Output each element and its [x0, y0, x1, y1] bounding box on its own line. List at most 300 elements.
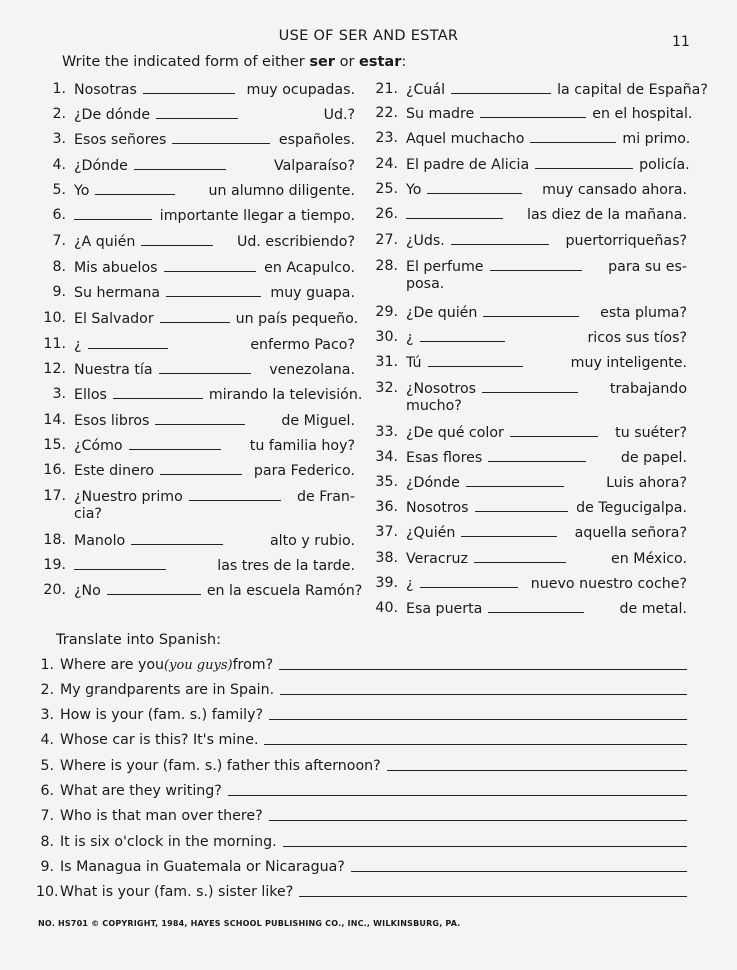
exercise-number: 10.	[43, 310, 66, 326]
exercise-text-after: puertorriqueñas?	[565, 233, 687, 249]
answer-line[interactable]	[279, 669, 687, 670]
exercise-text-before: ¿Cómo	[74, 438, 123, 454]
exercise-text-after: trabajando	[609, 381, 687, 397]
exercise-text-after: muy inteligente.	[570, 355, 687, 371]
translation-number: 8.	[40, 834, 54, 850]
exercise-text-before: ¿No	[74, 583, 101, 599]
exercise-line	[74, 310, 359, 328]
answer-blank[interactable]	[488, 449, 586, 462]
exercise-prompt	[406, 329, 505, 347]
translation-item-3	[36, 707, 687, 723]
exercise-line	[74, 582, 363, 600]
exercise-prompt	[74, 488, 281, 506]
translation-number: 2.	[40, 682, 54, 698]
exercise-text-before: Yo	[406, 182, 422, 198]
exercise-number: 35.	[375, 474, 398, 490]
answer-blank[interactable]	[172, 131, 270, 144]
answer-blank[interactable]	[74, 557, 166, 570]
exercise-line	[406, 499, 687, 517]
exercise-number: 1.	[52, 81, 66, 97]
answer-blank[interactable]	[451, 232, 549, 245]
exercise-text-before: ¿De qué color	[406, 425, 504, 441]
answer-blank[interactable]	[451, 81, 551, 94]
exercise-line	[74, 532, 355, 550]
exercise-text-after: de metal.	[619, 601, 687, 617]
answer-blank[interactable]	[482, 380, 578, 393]
exercise-text-before: Aquel muchacho	[406, 131, 525, 147]
exercise-line	[406, 575, 687, 593]
exercise-number: 32.	[375, 380, 398, 396]
exercise-right-17	[375, 524, 687, 542]
exercise-number: 3.	[52, 131, 66, 147]
exercise-line	[74, 81, 355, 99]
exercise-prompt	[74, 582, 201, 600]
exercise-text-before: Su madre	[406, 106, 475, 122]
exercise-prompt	[74, 182, 175, 200]
answer-blank[interactable]	[461, 524, 557, 537]
exercise-prompt	[74, 207, 152, 225]
exercise-line	[406, 232, 687, 250]
exercise-line	[74, 106, 355, 124]
answer-blank[interactable]	[74, 207, 152, 220]
answer-blank[interactable]	[475, 499, 568, 512]
translation-prompt: Who is that man over there?	[60, 808, 263, 824]
exercise-prompt	[74, 336, 168, 354]
exercise-text-before: Este dinero	[74, 463, 155, 479]
exercise-text-before: ¿Nosotros	[406, 381, 477, 397]
exercise-number: 9.	[52, 284, 66, 300]
exercise-number: 27.	[375, 232, 398, 248]
exercise-line	[74, 233, 355, 251]
exercise-text-before: Nosotras	[74, 82, 137, 98]
exercise-line	[74, 182, 355, 200]
exercise-text-before: Nosotros	[406, 500, 469, 516]
answer-line[interactable]	[269, 719, 687, 720]
exercise-number: 37.	[375, 524, 398, 540]
exercise-text-before: Veracruz	[406, 551, 468, 567]
exercise-prompt	[406, 130, 616, 148]
exercise-prompt	[406, 156, 633, 174]
exercise-text-before: ¿De quién	[406, 305, 478, 321]
exercise-prompt	[74, 557, 166, 575]
translation-item-6	[36, 783, 687, 799]
exercise-prompt	[74, 131, 270, 149]
exercise-number: 18.	[43, 532, 66, 548]
exercise-line	[74, 557, 355, 575]
translation-prompt: Where are you	[60, 657, 165, 673]
exercise-right-3	[375, 130, 691, 148]
exercise-number: 31.	[375, 354, 398, 370]
translation-prompt-end: from?	[232, 657, 274, 673]
translation-prompt: What are they writing?	[60, 783, 222, 799]
answer-line[interactable]	[264, 744, 687, 745]
exercise-prompt	[74, 310, 230, 328]
exercise-line	[74, 361, 355, 379]
exercise-line	[74, 157, 355, 175]
exercise-text-after: Ud.?	[323, 107, 355, 123]
exercise-prompt	[406, 524, 557, 542]
answer-blank[interactable]	[480, 105, 586, 118]
exercise-left-20	[43, 582, 363, 600]
answer-blank[interactable]	[530, 130, 616, 143]
exercise-text-after: muy cansado ahora.	[542, 182, 687, 198]
exercise-line	[74, 131, 355, 149]
exercise-line	[406, 81, 708, 99]
exercise-text-after: de Miguel.	[281, 413, 355, 429]
answer-blank[interactable]	[166, 284, 261, 297]
exercise-right-18	[375, 550, 687, 568]
exercise-prompt	[406, 380, 578, 398]
exercise-number: 21.	[375, 81, 398, 97]
translation-item-7	[36, 808, 687, 824]
exercise-text-after: Ud. escribiendo?	[237, 234, 355, 250]
exercise-right-10	[375, 329, 687, 347]
translation-item-10	[36, 884, 687, 900]
exercise-line	[74, 488, 355, 506]
exercise-left-10	[43, 310, 359, 328]
exercise-line	[406, 130, 691, 148]
exercise-left-1	[52, 81, 355, 99]
exercise-number: 30.	[375, 329, 398, 345]
exercise-text-after: venezolana.	[269, 362, 355, 378]
translation-prompt: How is your (fam. s.) family?	[60, 707, 264, 723]
exercise-number: 5.	[52, 182, 66, 198]
translation-number: 4.	[40, 732, 54, 748]
translation-prompt: My grandparents are in Spain.	[60, 682, 275, 698]
exercise-line	[74, 437, 355, 455]
exercise-line	[406, 600, 687, 618]
exercise-number: 20.	[43, 582, 66, 598]
answer-blank[interactable]	[156, 106, 238, 119]
answer-blank[interactable]	[164, 259, 256, 272]
exercise-text-after: un alumno diligente.	[208, 183, 355, 199]
answer-blank[interactable]	[155, 412, 245, 425]
exercise-text-after: la capital de España?	[557, 82, 708, 98]
translation-number: 1.	[40, 657, 54, 673]
exercise-left-17	[43, 488, 355, 524]
exercise-number: 7.	[52, 233, 66, 249]
answer-blank[interactable]	[113, 386, 203, 399]
translation-number: 7.	[40, 808, 54, 824]
answer-blank[interactable]	[466, 474, 564, 487]
exercise-left-8	[52, 259, 355, 277]
answer-blank[interactable]	[129, 437, 221, 450]
exercise-left-2	[52, 106, 355, 124]
exercise-text-continued: mucho?	[406, 398, 462, 415]
exercise-number: 25.	[375, 181, 398, 197]
exercise-text-after: en Acapulco.	[264, 260, 355, 276]
exercise-text-before: Esos señores	[74, 132, 167, 148]
exercise-left-9	[52, 284, 355, 302]
translation-item-5	[36, 758, 687, 774]
exercise-prompt	[74, 532, 223, 550]
exercise-text-after: Valparaíso?	[273, 158, 355, 174]
exercise-prompt	[74, 157, 226, 175]
exercise-right-5	[375, 181, 687, 199]
exercise-line	[406, 354, 687, 372]
translation-number: 10.	[36, 884, 59, 900]
exercise-prompt	[406, 550, 566, 568]
exercise-right-9	[375, 304, 687, 322]
exercise-text-after: mi primo.	[622, 131, 691, 147]
exercise-number: 16.	[43, 462, 66, 478]
translation-number: 3.	[40, 707, 54, 723]
exercise-line	[406, 156, 690, 174]
exercise-text-before: ¿Dónde	[406, 475, 460, 491]
exercise-prompt	[74, 106, 238, 124]
exercise-text-after: para Federico.	[253, 463, 355, 479]
answer-blank[interactable]	[160, 462, 242, 475]
answer-blank[interactable]	[427, 181, 522, 194]
exercise-text-before: ¿	[406, 576, 414, 592]
exercise-text-before: El padre de Alicia	[406, 157, 530, 173]
exercise-prompt	[74, 386, 203, 404]
exercise-prompt	[406, 600, 584, 618]
translation-item-8	[36, 834, 687, 850]
exercise-text-before: Mis abuelos	[74, 260, 158, 276]
handwritten-note: (you guys)	[164, 658, 233, 673]
answer-blank[interactable]	[488, 600, 584, 613]
exercise-number: 14.	[43, 412, 66, 428]
exercise-line	[406, 206, 687, 224]
exercise-left-5	[52, 182, 355, 200]
exercise-number: 15.	[43, 437, 66, 453]
exercise-prompt	[74, 259, 256, 277]
exercise-line	[406, 380, 687, 398]
exercise-left-6	[52, 207, 355, 225]
exercise-text-after: ricos sus tíos?	[587, 330, 687, 346]
exercise-line	[406, 329, 687, 347]
exercise-number: 22.	[375, 105, 398, 121]
exercise-prompt	[74, 233, 213, 251]
exercise-right-2	[375, 105, 693, 123]
exercise-prompt	[406, 575, 518, 593]
exercise-number: 36.	[375, 499, 398, 515]
exercise-number: 8.	[52, 259, 66, 275]
exercise-text-after: mirando la televisión.	[208, 387, 363, 403]
exercise-text-after: esta pluma?	[600, 305, 687, 321]
exercise-left-11	[43, 336, 355, 354]
instruction-translate: Translate into Spanish:	[56, 632, 221, 648]
exercise-number: 26.	[375, 206, 398, 222]
exercise-left-16	[43, 462, 355, 480]
answer-blank[interactable]	[490, 258, 582, 271]
exercise-text-after: Luis ahora?	[606, 475, 687, 491]
exercise-text-after: de Tegucigalpa.	[576, 500, 687, 516]
exercise-line	[406, 524, 687, 542]
exercise-left-7	[52, 233, 355, 251]
exercise-number: 19.	[43, 557, 66, 573]
exercise-text-before: Esa puerta	[406, 601, 483, 617]
exercise-prompt	[406, 105, 586, 123]
answer-blank[interactable]	[406, 206, 503, 219]
exercise-prompt	[406, 81, 551, 99]
exercise-text-after: alto y rubio.	[269, 533, 355, 549]
exercise-right-11	[375, 354, 687, 372]
translation-prompt: What is your (fam. s.) sister like?	[60, 884, 294, 900]
exercise-left-14	[43, 412, 355, 430]
exercise-text-before: Manolo	[74, 533, 126, 549]
exercise-text-after: nuevo nuestro coche?	[530, 576, 687, 592]
answer-blank[interactable]	[420, 329, 505, 342]
exercise-number: 4.	[52, 157, 66, 173]
exercise-number: 29.	[375, 304, 398, 320]
answer-blank[interactable]	[535, 156, 633, 169]
exercise-line	[74, 259, 355, 277]
exercise-left-3	[52, 131, 355, 149]
exercise-right-12	[375, 380, 687, 416]
exercise-number: 6.	[52, 207, 66, 223]
exercise-right-14	[375, 449, 687, 467]
answer-blank[interactable]	[483, 304, 579, 317]
exercise-prompt	[406, 449, 586, 467]
exercise-prompt	[406, 181, 522, 199]
translation-item-9	[36, 859, 687, 875]
exercise-text-after: policía.	[639, 157, 690, 173]
exercise-text-before: Ellos	[74, 387, 107, 403]
exercise-left-4	[52, 157, 355, 175]
answer-blank[interactable]	[420, 575, 518, 588]
exercise-text-before: ¿Nuestro primo	[74, 489, 183, 505]
answer-blank[interactable]	[159, 361, 251, 374]
translation-prompt: Where is your (fam. s.) father this afternoon?	[60, 758, 381, 774]
exercise-prompt	[74, 412, 245, 430]
answer-line[interactable]	[351, 871, 687, 872]
translation-item-2	[36, 682, 687, 698]
exercise-right-1	[375, 81, 708, 99]
exercise-line	[406, 181, 687, 199]
exercise-text-after: para su es-	[608, 259, 687, 275]
exercise-right-20	[375, 600, 687, 618]
exercise-text-before: ¿	[406, 330, 414, 346]
exercise-number: 34.	[375, 449, 398, 465]
exercise-number: 23.	[375, 130, 398, 146]
exercise-right-8	[375, 258, 687, 294]
translation-item-1	[36, 657, 687, 673]
exercise-left-12	[43, 361, 355, 379]
exercise-prompt	[406, 424, 598, 442]
exercise-line	[74, 207, 355, 225]
exercise-line	[74, 336, 355, 354]
exercise-text-before: ¿Cuál	[406, 82, 446, 98]
exercise-line	[406, 474, 687, 492]
answer-line[interactable]	[228, 795, 687, 796]
exercise-number: 24.	[375, 156, 398, 172]
answer-blank[interactable]	[143, 81, 235, 94]
exercise-text-after: un país pequeño.	[235, 311, 359, 327]
exercise-line	[74, 412, 355, 430]
answer-line[interactable]	[299, 896, 687, 897]
answer-blank[interactable]	[95, 182, 175, 195]
exercise-text-before: ¿Quién	[406, 525, 456, 541]
worksheet-title: USE OF SER AND ESTAR	[278, 28, 459, 44]
exercise-prompt	[406, 354, 523, 372]
answer-line[interactable]	[269, 820, 687, 821]
exercise-prompt	[406, 304, 579, 322]
answer-blank[interactable]	[160, 310, 230, 323]
exercise-line	[406, 105, 693, 123]
exercise-text-before: Esas flores	[406, 450, 483, 466]
exercise-number: 3.	[52, 386, 66, 402]
exercise-number: 38.	[375, 550, 398, 566]
exercise-right-13	[375, 424, 687, 442]
exercise-right-7	[375, 232, 687, 250]
exercise-prompt	[406, 474, 564, 492]
answer-blank[interactable]	[510, 424, 598, 437]
exercise-text-after: de papel.	[620, 450, 687, 466]
exercise-line	[406, 258, 687, 276]
page-number: 11	[672, 34, 690, 50]
exercise-prompt	[406, 499, 568, 517]
translation-prompt: Is Managua in Guatemala or Nicaragua?	[60, 859, 345, 875]
exercise-text-before: ¿Uds.	[406, 233, 445, 249]
exercise-number: 11.	[43, 336, 66, 352]
exercise-text-after: enfermo Paco?	[250, 337, 355, 353]
exercise-text-after: españoles.	[278, 132, 355, 148]
exercise-number: 39.	[375, 575, 398, 591]
exercise-prompt	[74, 462, 242, 480]
exercise-text-before: ¿De dónde	[74, 107, 151, 123]
exercise-text-before: Esos libros	[74, 413, 150, 429]
exercise-text-after: importante llegar a tiempo.	[159, 208, 355, 224]
exercise-text-after: las diez de la mañana.	[527, 207, 687, 223]
answer-blank[interactable]	[189, 488, 281, 501]
exercise-text-after: tu suéter?	[615, 425, 687, 441]
answer-blank[interactable]	[107, 582, 201, 595]
exercise-number: 28.	[375, 258, 398, 274]
exercise-line	[74, 284, 355, 302]
exercise-prompt	[406, 206, 503, 224]
exercise-text-before: Tú	[406, 355, 422, 371]
exercise-prompt	[74, 361, 251, 379]
exercise-left-13	[52, 386, 363, 404]
instruction-ser-estar: Write the indicated form of either ser or estar:	[62, 54, 407, 70]
exercise-text-after: en México.	[610, 551, 687, 567]
exercise-number: 17.	[43, 488, 66, 504]
exercise-text-after: aquella señora?	[574, 525, 687, 541]
exercise-text-continued: cia?	[74, 506, 102, 523]
answer-blank[interactable]	[474, 550, 566, 563]
exercise-text-after: tu familia hoy?	[249, 438, 355, 454]
exercise-right-6	[375, 206, 687, 224]
translation-prompt: Whose car is this? It's mine.	[60, 732, 259, 748]
exercise-text-after: en el hospital.	[592, 106, 693, 122]
exercise-line	[74, 462, 355, 480]
exercise-text-before: El perfume	[406, 259, 484, 275]
exercise-text-after: en la escuela Ramón?	[206, 583, 363, 599]
answer-line[interactable]	[283, 846, 687, 847]
answer-line[interactable]	[387, 770, 687, 771]
translation-prompt: It is six o'clock in the morning.	[60, 834, 277, 850]
exercise-text-before: Su hermana	[74, 285, 161, 301]
exercise-prompt	[406, 258, 582, 276]
answer-blank[interactable]	[88, 336, 168, 349]
answer-line[interactable]	[280, 694, 687, 695]
exercise-line	[406, 550, 687, 568]
exercise-line	[406, 449, 687, 467]
exercise-text-before: ¿A quién	[74, 234, 136, 250]
answer-blank[interactable]	[141, 233, 213, 246]
answer-blank[interactable]	[131, 532, 223, 545]
answer-blank[interactable]	[428, 354, 523, 367]
exercise-line	[406, 304, 687, 322]
exercise-left-15	[43, 437, 355, 455]
exercise-prompt	[74, 437, 221, 455]
exercise-line	[74, 386, 363, 404]
exercise-text-after: muy guapa.	[270, 285, 355, 301]
answer-blank[interactable]	[134, 157, 226, 170]
translation-number: 5.	[40, 758, 54, 774]
